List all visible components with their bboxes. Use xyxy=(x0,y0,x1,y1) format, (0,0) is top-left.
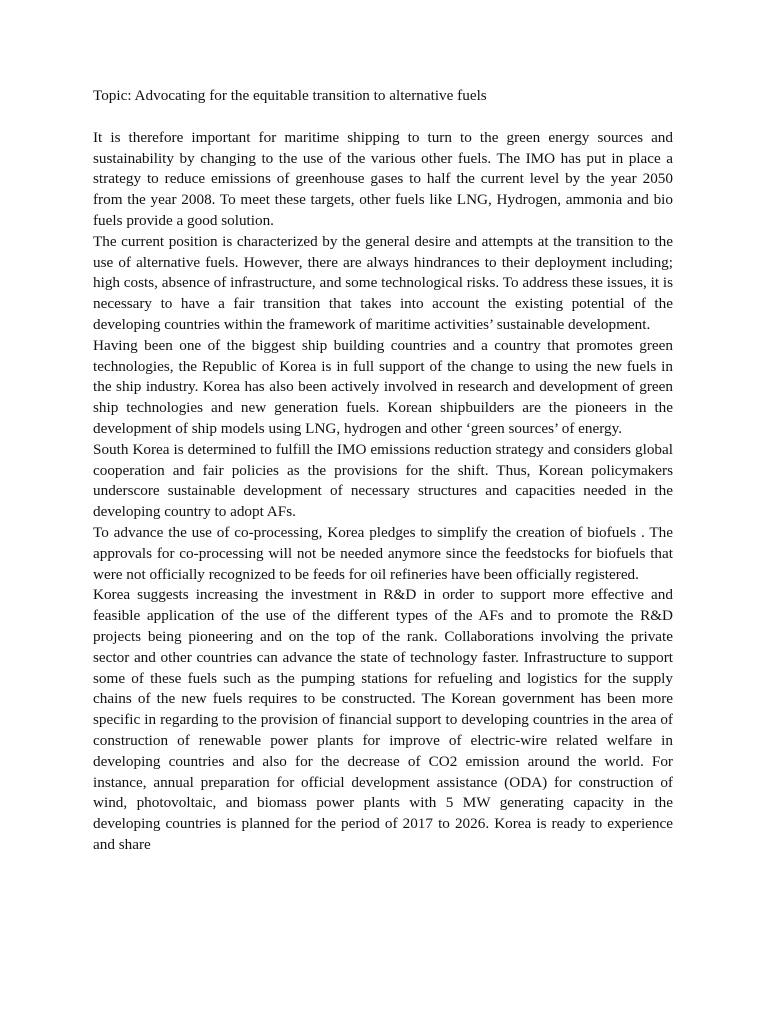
paragraph-rnd-investment: Korea suggests increasing the investment in R&D in order to support more effective and feasible application of the use of the different types of the AFs and to promote the R&D projects being pioneering and on the top of the rank. Collaborations involving the private sector and other countries can advance the state of technology faster. Infrastructure to support some of these fuels such as the pumping stations for refueling and logistics for the supply chains of the new fuels requires to be constructed. The Korean government has been more specific in regarding to the provision of financial support to developing countries in the area of construction of renewable power plants for improve of electric-wire related welfare in developing countries and also for the decrease of CO2 emission around the world. For instance, annual preparation for official development assistance (ODA) for construction of wind, photovoltaic, and biomass power plants with 5 MW generating capacity in the developing countries is planned for the period of 2017 to 2026. Korea is ready to experience and share xyxy=(93,586,673,853)
document-body xyxy=(93,86,673,856)
paragraph-current-position: The current position is characterized by the general desire and attempts at the transition to the use of alternative fuels. However, there are always hindrances to their deployment including; high costs, absence of infrastructure, and some technological risks. To address these issues, it is necessary to have a fair transition that takes into account the existing potential of the developing countries within the framework of maritime activities’ sustainable development. xyxy=(93,232,673,333)
topic-heading: Topic: Advocating for the equitable transition to alternative fuels xyxy=(93,87,487,104)
paragraph-co-processing: To advance the use of co-processing, Korea pledges to simplify the creation of biofuels . The approvals for co-processing will not be needed anymore since the feedstocks for biofuels that were not officially recognized to be feeds for oil refineries have been officially registered. xyxy=(93,523,673,583)
paragraph-korea-shipbuilding: Having been one of the biggest ship building countries and a country that promotes green technologies, the Republic of Korea is in full support of the change to using the new fuels in the ship industry. Korea has also been actively involved in research and development of green ship technologies and new generation fuels. Korean shipbuilders are the pioneers in the development of ship models using LNG, hydrogen and other ‘green sources’ of energy. xyxy=(93,336,673,437)
paragraph-south-korea-strategy: South Korea is determined to fulfill the IMO emissions reduction strategy and considers global cooperation and fair policies as the provisions for the shift. Thus, Korean policymakers underscore sustainable development of necessary structures and capacities needed in the developing country to adopt AFs. xyxy=(93,440,673,521)
paragraph-intro: It is therefore important for maritime shipping to turn to the green energy sources and sustainability by changing to the use of the various other fuels. The IMO has put in place a strategy to reduce emissions of greenhouse gases to half the current level by the year 2050 from the year 2008. To meet these targets, other fuels like LNG, Hydrogen, ammonia and bio fuels provide a good solution. xyxy=(93,128,673,229)
